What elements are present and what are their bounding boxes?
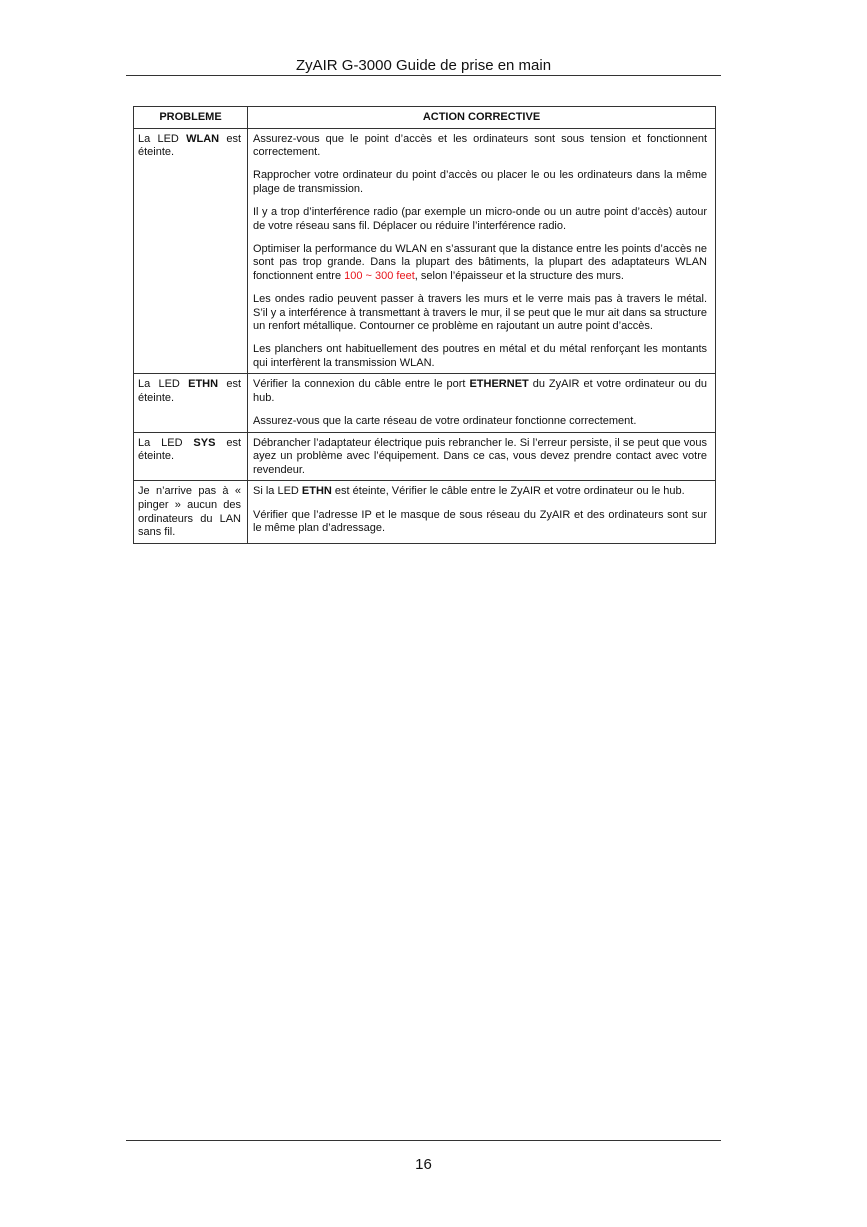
action-paragraph: Vérifier que l’adresse IP et le masque de sous réseau du ZyAIR et des ordinateurs sont sur le même plan d’adressage. [253, 508, 707, 535]
table-row [134, 128, 716, 374]
port-name: ETHERNET [469, 378, 529, 391]
table-row [134, 374, 716, 432]
action-cell [248, 432, 716, 481]
problem-cell: La LED ETHN est éteinte. [134, 374, 248, 432]
led-name: SYS [193, 436, 216, 449]
problem-cell: La LED SYS est éteinte. [134, 432, 248, 481]
action-paragraph: Débrancher l’adaptateur électrique puis rebrancher le. Si l’erreur persiste, il se peut que vous ayez un problème avec l’équipement. Dans ce cas, vous devez prendre contact avec votre revendeur. [253, 436, 707, 476]
action-cell [248, 128, 716, 374]
led-name: ETHN [188, 378, 219, 391]
page-number: 16 [415, 1156, 432, 1173]
action-paragraph: Si la LED ETHN est éteinte, Vérifier le câble entre le ZyAIR et votre ordinateur ou le hub. [253, 485, 685, 498]
column-header-problem: PROBLEME [134, 107, 248, 129]
troubleshooting-table [133, 106, 716, 544]
action-paragraph: Assurez-vous que la carte réseau de votre ordinateur fonctionne correctement. [253, 415, 637, 428]
problem-cell: Je n’arrive pas à « pinger » aucun des ordinateurs du LAN sans fil. [134, 481, 248, 543]
action-paragraph: Vérifier la connexion du câble entre le port ETHERNET du ZyAIR et votre ordinateur ou du hub. [253, 378, 707, 404]
action-paragraph: Assurez-vous que le point d’accès et les ordinateurs sont sous tension et fonctionnent correctement. [253, 132, 707, 159]
problem-cell: La LED WLAN est éteinte. [134, 128, 248, 374]
footer-rule [126, 1140, 721, 1141]
action-paragraph: Les ondes radio peuvent passer à travers les murs et le verre mais pas à travers le métal. S’il y a interférence à transmettant à travers le mur, il se peut que le mur ait dans sa structure un renfort métallique. Contourner ce problème en rajoutant un autre point d’accès. [253, 292, 707, 333]
page-header-title: ZyAIR G-3000 Guide de prise en main [295, 57, 552, 74]
header-rule [126, 75, 721, 76]
table-row [134, 432, 716, 481]
led-name: ETHN [301, 485, 332, 498]
column-header-action: ACTION CORRECTIVE [248, 107, 716, 129]
action-cell [248, 481, 716, 543]
led-name: WLAN [186, 132, 220, 145]
distance-highlight: 100 ~ 300 feet [344, 269, 415, 282]
action-cell [248, 374, 716, 432]
table-row [134, 481, 716, 543]
action-paragraph: Optimiser la performance du WLAN en s’assurant que la distance entre les points d’accès ne sont pas trop grande. Dans la plupart des bâtiments, la plupart des adaptateurs WLAN fonctionnent entre 100 ~ 300 feet, selon l’épaisseur et la structure des murs. [253, 242, 707, 282]
action-paragraph: Rapprocher votre ordinateur du point d’accès ou placer le ou les ordinateurs dans la même plage de transmission. [253, 169, 707, 195]
action-paragraph: Il y a trop d’interférence radio (par exemple un micro-onde ou un autre point d’accès) autour de votre réseau sans fil. Déplacer ou réduire l’interférence radio. [253, 205, 707, 232]
action-paragraph: Les planchers ont habituellement des poutres en métal et du métal renforçant les montants qui interfèrent la transmission WLAN. [253, 343, 707, 369]
table-header-row [134, 107, 716, 129]
